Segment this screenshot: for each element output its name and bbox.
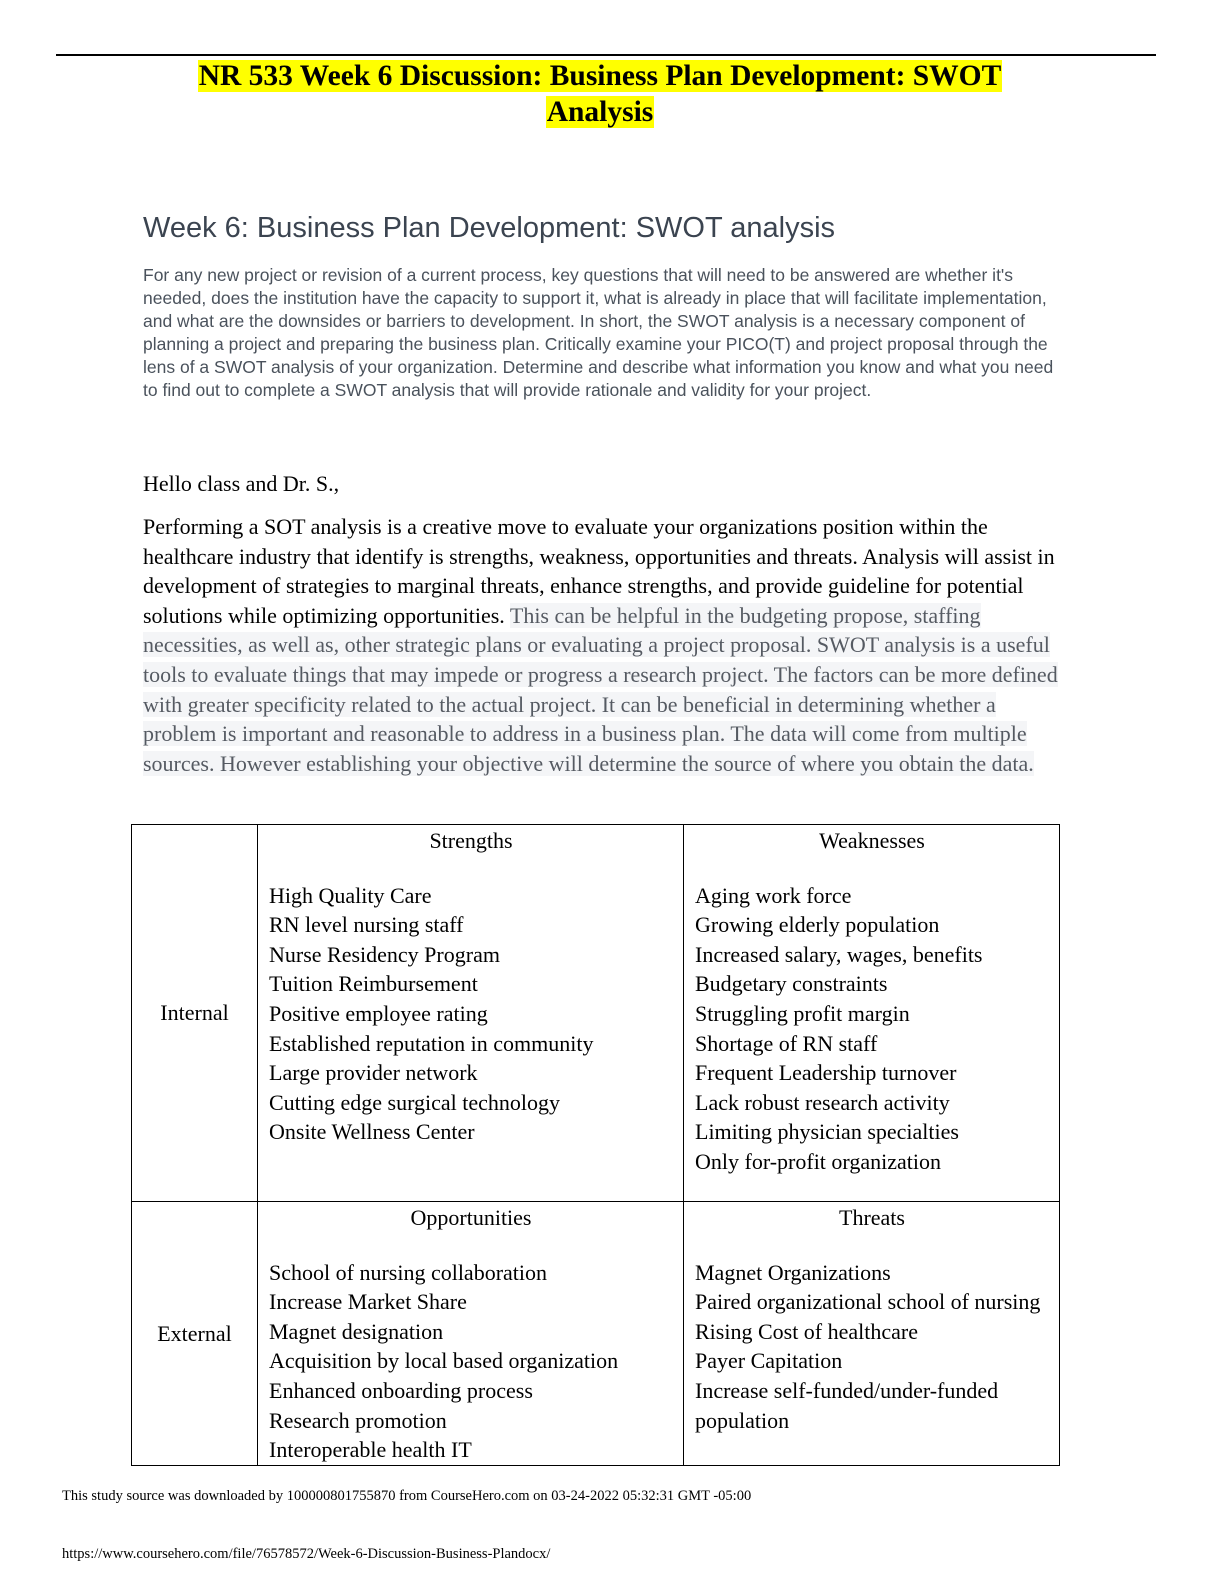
discussion-prompt: For any new project or revision of a current process, key questions that will need to be answered are whether it's needed, does the institution have the capacity to support it, what is already in place that will facilitate implementation, and what are the downsides or barriers to development. In short, the SWOT analysis is a necessary component of planning a project and preparing the business plan. Critically examine your PICO(T) and project proposal through the lens of a SWOT analysis of your organization. Determine and describe what information you know and what you need to find out to complete a SWOT analysis that will provide rationale and validity for your project. (143, 265, 1054, 400)
list-item: Aging work force (695, 882, 852, 908)
list-item: High Quality Care (269, 882, 432, 908)
swot-table (131, 824, 1060, 1466)
list-item: Struggling profit margin (695, 1000, 910, 1026)
list-item: Limiting physician specialties (695, 1119, 959, 1145)
threats-heading: Threats (839, 1205, 905, 1230)
list-item: Tuition Reimbursement (269, 971, 478, 997)
external-label: External (132, 1202, 258, 1466)
source-url[interactable]: https://www.coursehero.com/file/76578572/Week-6-Discussion-Business-Plandocx/ (62, 1546, 551, 1562)
response-paragraph (143, 512, 1063, 778)
list-item: Research promotion (269, 1407, 447, 1433)
opportunities-cell (258, 1202, 684, 1466)
document-title (120, 58, 1080, 130)
list-item: Growing elderly population (695, 912, 940, 938)
threats-list (695, 1258, 1049, 1436)
paragraph-highlighted-text: This can be helpful in the budgeting propose, staffing necessities, as well as, other strategic plans or evaluating a project proposal. SWOT analysis is a useful tools to evaluate things that may impede or progress a research project. The factors can be more defined with greater specificity related to the actual project. It can be beneficial in determining whether a problem is important and reasonable to address in a business plan. The data will come from multiple sources. However establishing your objective will determine the source of where you obtain the data. (143, 602, 1058, 776)
strengths-list (269, 881, 673, 1147)
list-item: Magnet Organizations (695, 1259, 891, 1285)
internal-label: Internal (132, 825, 258, 1202)
list-item: Shortage of RN staff (695, 1030, 878, 1056)
threats-cell (684, 1202, 1060, 1466)
list-item: Increase self-funded/under-funded population (695, 1377, 999, 1433)
list-item: Magnet designation (269, 1318, 444, 1344)
list-item: Interoperable health IT (269, 1437, 472, 1463)
list-item: Positive employee rating (269, 1000, 488, 1026)
strengths-cell (258, 825, 684, 1202)
week-heading: Week 6: Business Plan Development: SWOT analysis (143, 212, 836, 244)
download-note: This study source was downloaded by 100000801755870 from CourseHero.com on 03-24-2022 05:32:31 GMT -05:00 (62, 1488, 752, 1504)
list-item: Nurse Residency Program (269, 941, 500, 967)
list-item: Established reputation in community (269, 1030, 594, 1056)
list-item: Budgetary constraints (695, 971, 888, 997)
weaknesses-list (695, 881, 1049, 1177)
list-item: Onsite Wellness Center (269, 1119, 475, 1145)
list-item: Only for-profit organization (695, 1148, 941, 1174)
title-line-1: NR 533 Week 6 Discussion: Business Plan Development: SWOT (198, 60, 1002, 92)
strengths-heading: Strengths (429, 828, 513, 853)
title-line-2: Analysis (546, 96, 654, 128)
list-item: Frequent Leadership turnover (695, 1060, 957, 1086)
weaknesses-heading: Weaknesses (819, 828, 925, 853)
list-item: Acquisition by local based organization (269, 1348, 619, 1374)
list-item: Cutting edge surgical technology (269, 1089, 561, 1115)
external-row (132, 1202, 1060, 1466)
list-item: Increase Market Share (269, 1289, 467, 1315)
list-item: Lack robust research activity (695, 1089, 950, 1115)
opportunities-heading: Opportunities (410, 1205, 532, 1230)
list-item: Paired organizational school of nursing (695, 1289, 1041, 1315)
list-item: School of nursing collaboration (269, 1259, 548, 1285)
greeting: Hello class and Dr. S., (143, 471, 340, 496)
weaknesses-cell (684, 825, 1060, 1202)
list-item: Payer Capitation (695, 1348, 843, 1374)
list-item: Increased salary, wages, benefits (695, 941, 983, 967)
paragraph-main-text: Performing a SOT analysis is a creative move to evaluate your organizations position within the healthcare industry that identify is strengths, weakness, opportunities and threats. Analysis will assist in development of strategies to marginal threats, enhance strengths, and provide guideline for potential solutions while optimizing opportunities. (143, 514, 1055, 628)
opportunities-list (269, 1258, 673, 1465)
internal-row (132, 825, 1060, 1202)
list-item: Large provider network (269, 1060, 478, 1086)
list-item: Enhanced onboarding process (269, 1377, 533, 1403)
top-divider (56, 54, 1156, 56)
list-item: RN level nursing staff (269, 912, 464, 938)
list-item: Rising Cost of healthcare (695, 1318, 919, 1344)
